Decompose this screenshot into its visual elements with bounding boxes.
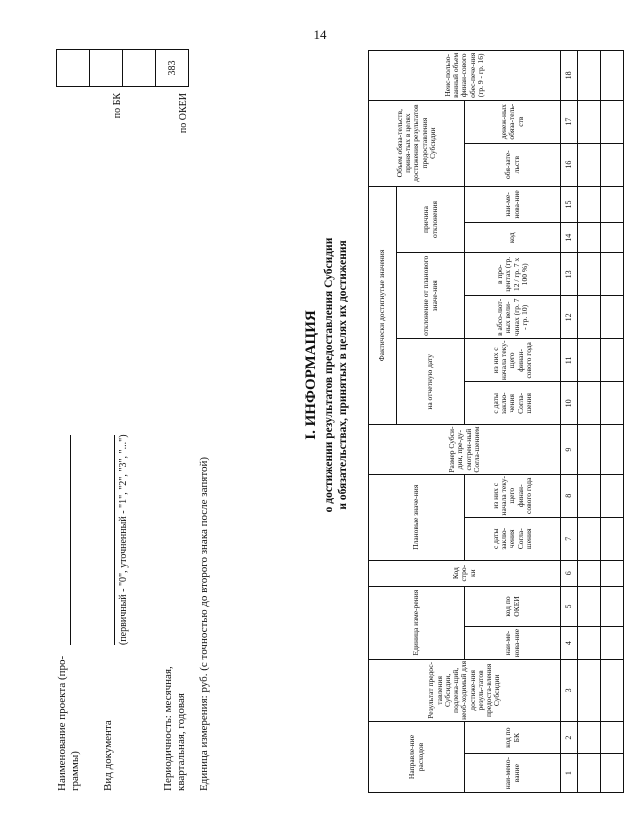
sub-fact-date: с даты заклю-чения Согла-шения [465, 382, 561, 425]
okei-code-label: по ОКЕИ [177, 93, 189, 134]
sub-plan-year: из них с начала теку-щего финан-сового года [465, 474, 561, 517]
sub-plan-date: с даты заклю-чения Согла-шения [465, 517, 561, 560]
header-obligations: Объем обяза-тельств, приня-тых в целях достижения результатов предоставления Субсидии [369, 100, 465, 186]
header-fact-date: на отчетную дату [397, 339, 465, 425]
sub-deviation-abs: в абсо-лют-ных вели-чинах (гр. 7 - гр. 10) [465, 296, 561, 339]
sub-obligations: обя-зате-льств [465, 143, 561, 186]
codes-box [56, 49, 189, 163]
col-number: 3 [561, 659, 578, 721]
project-name-label: Наименование проекта (про- граммы) [56, 655, 81, 791]
col-number: 13 [561, 253, 578, 296]
col-number: 16 [561, 143, 578, 186]
sub-unit-name: наи-ме-нова-ние [465, 627, 561, 659]
header-deviation: отклонение от планового значе-ния [397, 253, 465, 339]
okei-code-cell: 383 [156, 50, 189, 87]
header-reasons: причина отклонения [397, 186, 465, 253]
sub-name: наи-мено-вание [465, 754, 561, 793]
col-number: 15 [561, 186, 578, 223]
header-result: Результат предос-тавления Субсидии, подлежа-щий, необ-ходимый для достиже-ния резуль-татов предоста-вления Субсидии [369, 659, 561, 721]
bk-code-label: по БК [111, 93, 123, 119]
header-direction: Направле-ние расходов [369, 722, 465, 793]
header-unused: Неис-пользо-ванный объем финан-сового обес-пече-ния (гр. 9 - гр. 16) [369, 51, 561, 101]
sub-code-bk: код по БК [465, 722, 561, 754]
unit-label: Единица измерения: руб. (с точностью до второго знака после запятой) [198, 456, 210, 791]
sub-money-obligations: денеж-ных обяза-тель-ств [465, 100, 561, 143]
table-row [578, 51, 601, 793]
col-number: 4 [561, 627, 578, 659]
section-subtitle: о достижении результатов предоставления Субсидии и обязательствах, принятых в целях их достижения [323, 237, 350, 513]
col-number: 7 [561, 517, 578, 560]
header-plan: Плановые значе-ния [369, 474, 465, 560]
col-number: 17 [561, 100, 578, 143]
col-number: 2 [561, 722, 578, 754]
results-table [368, 50, 624, 793]
col-number: 11 [561, 339, 578, 382]
doc-type-label: Вид документа [102, 720, 114, 791]
header-unit: Единица изме-рения [369, 586, 465, 659]
page-number: 14 [313, 27, 327, 42]
col-number: 12 [561, 296, 578, 339]
col-number: 6 [561, 560, 578, 586]
header-code-row: Код стро-ки [369, 560, 561, 586]
doc-type-line [114, 435, 115, 645]
header-subsidy-size: Размер Субси-дии, пре-ду-смотрен-ный Согла-шением [369, 425, 561, 474]
periodicity-label: Периодичность: месячная, квартальная, годовая [162, 666, 187, 791]
project-name-line [70, 435, 71, 645]
col-number: 1 [561, 754, 578, 793]
table-row [601, 51, 624, 793]
sub-code-okei: код по ОКЕИ [465, 586, 561, 627]
doc-type-hint: (первичный - "0", уточненный - "1", "2", "3", "...") [118, 434, 129, 645]
bk-code-cell [90, 50, 123, 87]
rotated-document-content [50, 35, 590, 795]
column-numbers-row [561, 51, 578, 793]
col-number: 14 [561, 223, 578, 253]
sub-fact-year: из них с начала теку-щего финан-сового года [465, 339, 561, 382]
sub-reason-code: код [465, 223, 561, 253]
col-number: 10 [561, 382, 578, 425]
header-fact: Фактически достигнутые значения [369, 186, 397, 425]
col-number: 8 [561, 474, 578, 517]
code-cell-1 [57, 50, 90, 87]
sub-reason-name: наи-ме-нова-ние [465, 186, 561, 223]
sub-deviation-pct: в про-центах (гр. 12 / гр. 7 x 100 %) [465, 253, 561, 296]
col-number: 18 [561, 51, 578, 101]
code-cell-3 [123, 50, 156, 87]
col-number: 9 [561, 425, 578, 474]
section-title: I. ИНФОРМАЦИЯ [303, 310, 319, 440]
col-number: 5 [561, 586, 578, 627]
